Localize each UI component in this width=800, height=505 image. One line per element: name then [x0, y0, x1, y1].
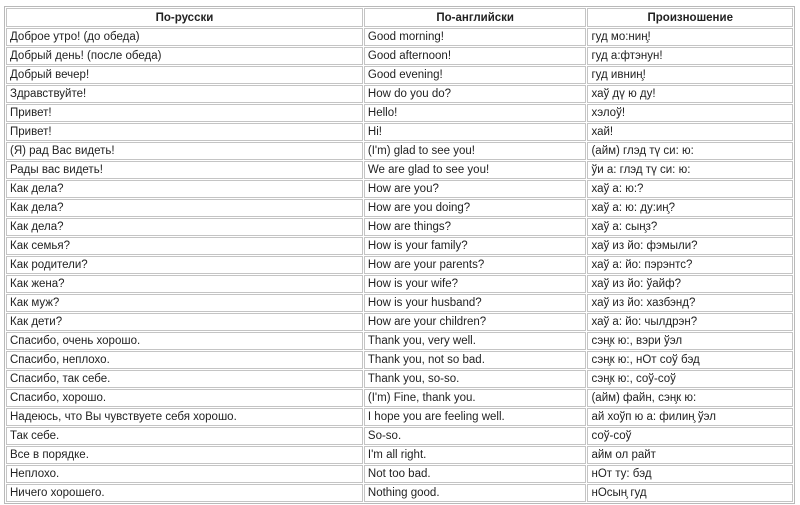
english-cell: How is your family?: [364, 237, 587, 255]
table-row: [6, 427, 793, 445]
pronunciation-cell: хай!: [587, 123, 793, 141]
table-row: [6, 484, 793, 502]
pronunciation-cell: ай хоўп ю а: филин̧ ўэл: [587, 408, 793, 426]
english-cell: Not too bad.: [364, 465, 587, 483]
russian-cell: (Я) рад Вас видеть!: [6, 142, 363, 160]
table-row: [6, 294, 793, 312]
pronunciation-cell: нОсын̧ гуд: [587, 484, 793, 502]
table-row: [6, 446, 793, 464]
russian-cell: Добрый вечер!: [6, 66, 363, 84]
english-cell: Thank you, very well.: [364, 332, 587, 350]
english-cell: How are you?: [364, 180, 587, 198]
english-cell: Good morning!: [364, 28, 587, 46]
english-cell: Good evening!: [364, 66, 587, 84]
table-row: [6, 313, 793, 331]
english-cell: I hope you are feeling well.: [364, 408, 587, 426]
table-row: [6, 370, 793, 388]
table-row: [6, 28, 793, 46]
pronunciation-cell: гуд мо:нин̧!: [587, 28, 793, 46]
table-row: [6, 218, 793, 236]
table-row: [6, 389, 793, 407]
header-row: [6, 8, 793, 27]
russian-cell: Спасибо, хорошо.: [6, 389, 363, 407]
english-cell: Thank you, not so bad.: [364, 351, 587, 369]
english-cell: We are glad to see you!: [364, 161, 587, 179]
pronunciation-cell: сэн̧к ю:, вэри ўэл: [587, 332, 793, 350]
pronunciation-cell: хэлоў!: [587, 104, 793, 122]
russian-cell: Здравствуйте!: [6, 85, 363, 103]
table-row: [6, 351, 793, 369]
column-header-english: По-английски: [364, 8, 587, 27]
russian-cell: Как муж?: [6, 294, 363, 312]
russian-cell: Как родители?: [6, 256, 363, 274]
russian-cell: Спасибо, неплохо.: [6, 351, 363, 369]
english-cell: I'm all right.: [364, 446, 587, 464]
english-cell: How are things?: [364, 218, 587, 236]
table-row: [6, 123, 793, 141]
russian-cell: Привет!: [6, 123, 363, 141]
column-header-russian: По-русски: [6, 8, 363, 27]
pronunciation-cell: ўи а: глэд тү си: ю:: [587, 161, 793, 179]
pronunciation-cell: сэн̧к ю:, соў-соў: [587, 370, 793, 388]
pronunciation-cell: хаў из йо: фэмыли?: [587, 237, 793, 255]
english-cell: Nothing good.: [364, 484, 587, 502]
russian-cell: Рады вас видеть!: [6, 161, 363, 179]
pronunciation-cell: хаў а: йо: чылдрэн?: [587, 313, 793, 331]
table-row: [6, 180, 793, 198]
pronunciation-cell: нОт ту: бэд: [587, 465, 793, 483]
russian-cell: Спасибо, так себе.: [6, 370, 363, 388]
phrases-table: [4, 6, 795, 504]
table-body: [6, 28, 793, 502]
table-row: [6, 104, 793, 122]
english-cell: Thank you, so-so.: [364, 370, 587, 388]
pronunciation-cell: хаў из йо: ўайф?: [587, 275, 793, 293]
english-cell: How are your children?: [364, 313, 587, 331]
table-row: [6, 199, 793, 217]
english-cell: How is your husband?: [364, 294, 587, 312]
russian-cell: Надеюсь, что Вы чувствуете себя хорошо.: [6, 408, 363, 426]
russian-cell: Спасибо, очень хорошо.: [6, 332, 363, 350]
table-row: [6, 465, 793, 483]
table-header: [6, 8, 793, 27]
russian-cell: Как дети?: [6, 313, 363, 331]
pronunciation-cell: хаў из йо: хазбэнд?: [587, 294, 793, 312]
pronunciation-cell: (айм) файн, сэн̧к ю:: [587, 389, 793, 407]
table-row: [6, 237, 793, 255]
column-header-pronunciation: Произношение: [587, 8, 793, 27]
russian-cell: Как дела?: [6, 180, 363, 198]
english-cell: How are your parents?: [364, 256, 587, 274]
english-cell: So-so.: [364, 427, 587, 445]
russian-cell: Привет!: [6, 104, 363, 122]
table-row: [6, 275, 793, 293]
russian-cell: Ничего хорошего.: [6, 484, 363, 502]
english-cell: Good afternoon!: [364, 47, 587, 65]
russian-cell: Как дела?: [6, 199, 363, 217]
pronunciation-cell: хаў а: сын̧з?: [587, 218, 793, 236]
table-row: [6, 256, 793, 274]
english-cell: How do you do?: [364, 85, 587, 103]
table-row: [6, 85, 793, 103]
russian-cell: Все в порядке.: [6, 446, 363, 464]
english-cell: Hi!: [364, 123, 587, 141]
pronunciation-cell: соў-соў: [587, 427, 793, 445]
table-row: [6, 47, 793, 65]
table-row: [6, 66, 793, 84]
pronunciation-cell: хаў а: ю:?: [587, 180, 793, 198]
russian-cell: Доброе утро! (до обеда): [6, 28, 363, 46]
table-row: [6, 161, 793, 179]
russian-cell: Неплохо.: [6, 465, 363, 483]
russian-cell: Как дела?: [6, 218, 363, 236]
table-row: [6, 332, 793, 350]
russian-cell: Так себе.: [6, 427, 363, 445]
russian-cell: Как жена?: [6, 275, 363, 293]
english-cell: How is your wife?: [364, 275, 587, 293]
russian-cell: Как семья?: [6, 237, 363, 255]
pronunciation-cell: сэн̧к ю:, нОт соў бэд: [587, 351, 793, 369]
russian-cell: Добрый день! (после обеда): [6, 47, 363, 65]
pronunciation-cell: айм ол райт: [587, 446, 793, 464]
table-row: [6, 142, 793, 160]
pronunciation-cell: хаў дү ю ду!: [587, 85, 793, 103]
pronunciation-cell: (айм) глэд тү си: ю:: [587, 142, 793, 160]
english-cell: (I'm) Fine, thank you.: [364, 389, 587, 407]
pronunciation-cell: гуд а:фтэнун!: [587, 47, 793, 65]
pronunciation-cell: хаў а: йо: пэрэнтс?: [587, 256, 793, 274]
english-cell: (I'm) glad to see you!: [364, 142, 587, 160]
english-cell: Hello!: [364, 104, 587, 122]
pronunciation-cell: хаў а: ю: ду:ин̧?: [587, 199, 793, 217]
pronunciation-cell: гуд ивнин̧!: [587, 66, 793, 84]
table-row: [6, 408, 793, 426]
english-cell: How are you doing?: [364, 199, 587, 217]
